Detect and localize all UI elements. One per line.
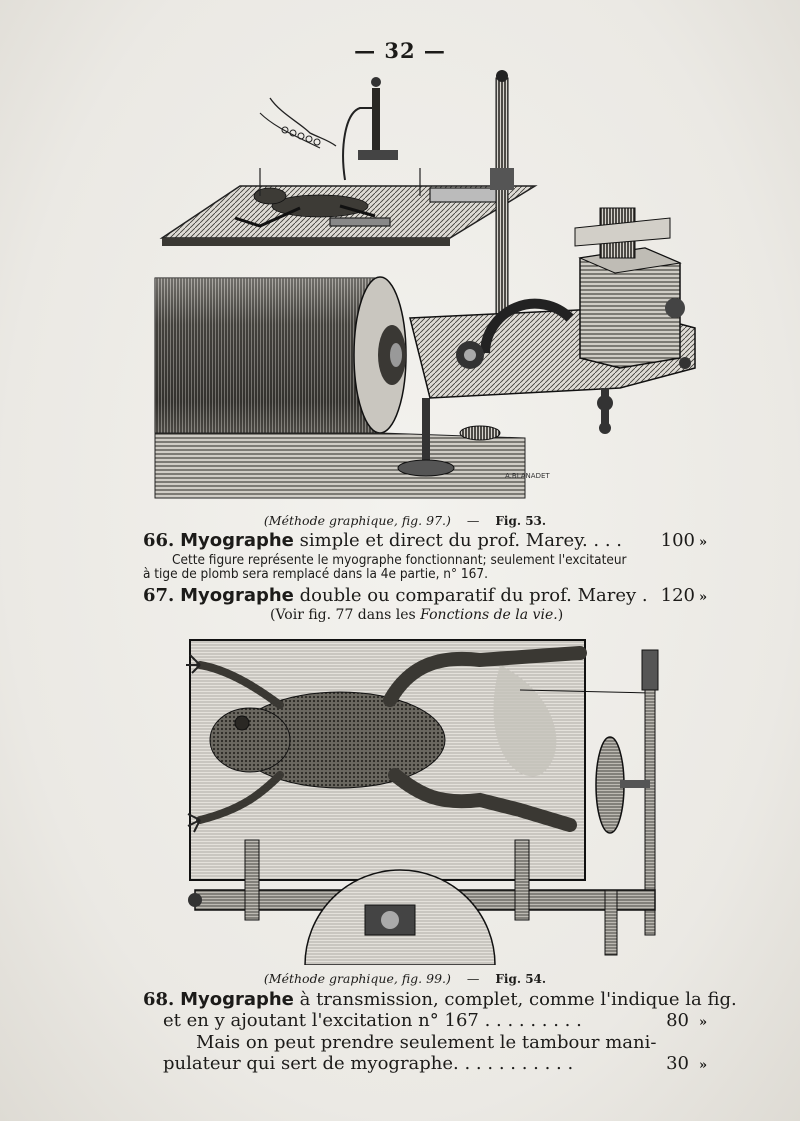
price-mark: »: [699, 535, 708, 550]
figure-caption-54: [10, 971, 800, 986]
catalog-entry-66: [143, 530, 713, 552]
reference-suffix: ): [557, 607, 564, 623]
entry-number: 67.: [143, 585, 175, 606]
price-mark: »: [699, 1058, 708, 1073]
entry-title: Myographe: [180, 989, 294, 1010]
caption-dash: —: [466, 971, 480, 986]
entry-text: simple et direct du prof. Marey. . . .: [293, 530, 623, 551]
entry-alternative-cont: pulateur qui sert de myographe. . . . . . . . . . .: [163, 1053, 574, 1074]
caption-dash: —: [466, 513, 480, 528]
caption-figure-number: Fig. 54.: [495, 972, 547, 986]
entry-note-line1: Cette figure représente le myographe fonctionnant; seulement l'excitateur: [172, 552, 627, 568]
price-mark: »: [699, 1015, 708, 1030]
catalog-entry-67: [143, 585, 713, 607]
page-number: — 32 —: [354, 38, 446, 63]
entry-68-line4: [163, 1053, 715, 1075]
entry-68-line3: [196, 1032, 656, 1054]
entry-alternative: Mais on peut prendre seulement le tambour mani-: [196, 1032, 657, 1053]
entry-price: 120: [660, 585, 695, 606]
entry-price-alt: 30: [666, 1053, 689, 1074]
entry-note-line2: à tige de plomb sera remplacé dans la 4e partie, n° 167.: [143, 566, 488, 582]
entry-title: Myographe: [180, 585, 294, 606]
entry-continuation: et en y ajoutant l'excitation n° 167 . . . . . . . . .: [163, 1010, 582, 1031]
entry-price: 80: [666, 1010, 689, 1031]
price-mark: »: [699, 590, 708, 605]
entry-number: 68.: [143, 989, 175, 1010]
myograph-transmission-illustration: [180, 635, 680, 965]
caption-source: (Méthode graphique, fig. 99.): [263, 971, 451, 986]
entry-text: à transmission, complet, comme l'indique la fig.: [293, 989, 737, 1010]
entry-number: 66.: [143, 530, 175, 551]
caption-figure-number: Fig. 53.: [495, 514, 547, 528]
cross-reference: [270, 607, 563, 623]
myograph-simple-illustration: [150, 68, 710, 508]
entry-price: 100: [660, 530, 695, 551]
caption-source: (Méthode graphique, fig. 97.): [263, 513, 451, 528]
reference-book-title: Fonctions de la vie.: [420, 607, 558, 623]
entry-68-line2: [163, 1010, 715, 1032]
entry-title: Myographe: [180, 530, 294, 551]
figure-caption-53: [10, 513, 800, 528]
engraver-signature: A.BLANADET: [505, 472, 550, 480]
reference-prefix: (Voir fig. 77 dans les: [270, 607, 421, 623]
entry-text: double ou comparatif du prof. Marey .: [293, 585, 648, 606]
catalog-entry-68: [143, 989, 737, 1011]
